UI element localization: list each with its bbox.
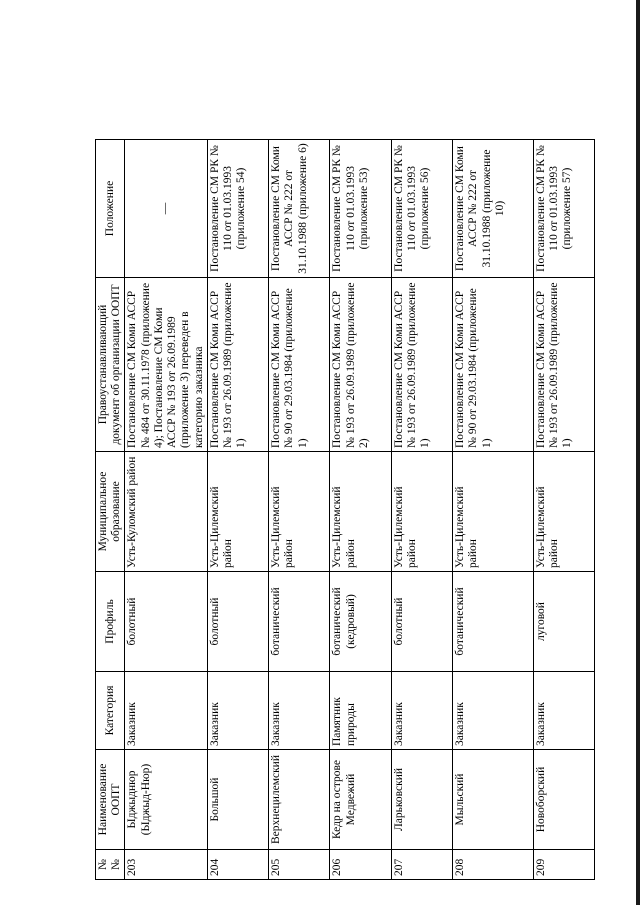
row-num: 207 (391, 850, 452, 880)
row-municipality: Усть-Цилемский район (453, 452, 533, 572)
header-num: № № (96, 850, 125, 880)
row-position: Постановление СМ Коми АССР № 222 от 31.10.1988 (приложение 10) (453, 140, 533, 278)
scan-edge (636, 0, 640, 905)
row-category: Заказник (207, 672, 268, 750)
row-municipality: Усть-Куломский район (125, 452, 207, 572)
row-num: 208 (453, 850, 533, 880)
row-num: 203 (125, 850, 207, 880)
row-municipality: Усть-Цилемский район (207, 452, 268, 572)
row-category: Заказник (125, 672, 207, 750)
row-name: Верхнецилемский (269, 750, 330, 850)
row-name: Большой (207, 750, 268, 850)
row-municipality: Усть-Цилемский район (533, 452, 594, 572)
table-row (269, 140, 330, 880)
table-row (330, 140, 391, 880)
row-category: Памятник природы (330, 672, 391, 750)
row-document: Постановление СМ Коми АССР № 484 от 30.11.1978 (приложение 4); Постановление СМ Коми АССР № 193 от 26.09.1989 (приложение 3) переведен в категорию заказника (125, 278, 207, 452)
row-category: Заказник (533, 672, 594, 750)
header-document: Правоустанавливающий документ об организации ООПТ (96, 278, 125, 452)
table-row (207, 140, 268, 880)
row-profile: болотный (391, 572, 452, 672)
table-row (533, 140, 594, 880)
header-municipality: Муниципальное образование (96, 452, 125, 572)
row-document: Постановление СМ Коми АССР № 90 от 29.03.1984 (приложение 1) (453, 278, 533, 452)
row-profile: болотный (207, 572, 268, 672)
row-position: Постановление СМ РК № 110 от 01.03.1993 (приложение 56) (391, 140, 452, 278)
row-num: 209 (533, 850, 594, 880)
row-position: Постановление СМ РК № 110 от 01.03.1993 (приложение 57) (533, 140, 594, 278)
table-row (391, 140, 452, 880)
header-category: Категория (96, 672, 125, 750)
row-municipality: Усть-Цилемский район (330, 452, 391, 572)
row-municipality: Усть-Цилемский район (391, 452, 452, 572)
row-num: 206 (330, 850, 391, 880)
row-profile: луговой (533, 572, 594, 672)
row-municipality: Усть-Цилемский район (269, 452, 330, 572)
row-category: Заказник (391, 672, 452, 750)
table-header-row (96, 140, 125, 880)
row-document: Постановление СМ Коми АССР № 193 от 26.09.1989 (приложение 2) (330, 278, 391, 452)
row-category: Заказник (269, 672, 330, 750)
table-row (453, 140, 533, 880)
table-row (125, 140, 207, 880)
row-position: — (125, 140, 207, 278)
row-name: Ларьковский (391, 750, 452, 850)
row-name: Кедр на острове Медвежий (330, 750, 391, 850)
row-name: Ыджыднюр (Ыджыд-Нюр) (125, 750, 207, 850)
row-document: Постановление СМ Коми АССР № 193 от 26.09.1989 (приложение 1) (533, 278, 594, 452)
protected-areas-table (95, 139, 595, 880)
row-position: Постановление СМ РК № 110 от 01.03.1993 (приложение 53) (330, 140, 391, 278)
row-name: Новоборский (533, 750, 594, 850)
row-profile: ботанический (453, 572, 533, 672)
row-num: 204 (207, 850, 268, 880)
row-num: 205 (269, 850, 330, 880)
row-position: Постановление СМ Коми АССР № 222 от 31.10.1988 (приложение 6) (269, 140, 330, 278)
header-position: Положение (96, 140, 125, 278)
row-name: Мыльский (453, 750, 533, 850)
row-document: Постановление СМ Коми АССР № 193 от 26.09.1989 (приложение 1) (391, 278, 452, 452)
row-category: Заказник (453, 672, 533, 750)
row-profile: ботанический (кедровый) (330, 572, 391, 672)
header-name: Наименование ООПТ (96, 750, 125, 850)
row-document: Постановление СМ Коми АССР № 90 от 29.03.1984 (приложение 1) (269, 278, 330, 452)
row-position: Постановление СМ РК № 110 от 01.03.1993 (приложение 54) (207, 140, 268, 278)
rotated-table-container (95, 140, 595, 880)
row-profile: ботанический (269, 572, 330, 672)
row-document: Постановление СМ Коми АССР № 193 от 26.09.1989 (приложение 1) (207, 278, 268, 452)
header-profile: Профиль (96, 572, 125, 672)
row-profile: болотный (125, 572, 207, 672)
